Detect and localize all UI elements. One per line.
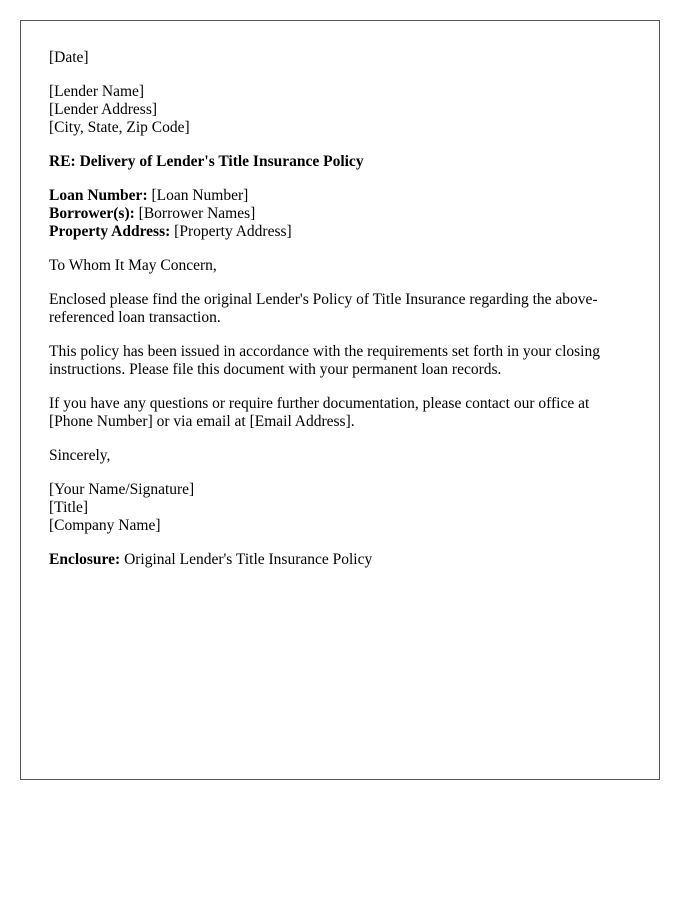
loan-number-label: Loan Number: xyxy=(49,187,148,204)
letter-date: [Date] xyxy=(49,49,89,66)
closing: Sincerely, xyxy=(49,447,111,464)
closing-block xyxy=(49,447,631,465)
signature-title: [Title] xyxy=(49,499,89,516)
signature-company: [Company Name] xyxy=(49,517,161,534)
recipient-address-block xyxy=(49,83,631,137)
signature-block xyxy=(49,481,631,535)
loan-details-block xyxy=(49,187,631,241)
borrowers-label: Borrower(s): xyxy=(49,205,135,222)
body-paragraph-3: If you have any questions or require further documentation, please contact our office at [Phone Number] or via email at [Email Address]. xyxy=(49,395,590,430)
loan-number-row xyxy=(49,187,631,205)
body-paragraph-2: This policy has been issued in accordance with the requirements set forth in your closing instructions. Please file this document with your permanent loan records. xyxy=(49,343,600,378)
borrowers-row xyxy=(49,205,631,223)
recipient-name: [Lender Name] xyxy=(49,83,145,100)
loan-number-value: [Loan Number] xyxy=(147,187,249,204)
enclosure-row xyxy=(49,551,631,569)
enclosure-value: Original Lender's Title Insurance Policy xyxy=(120,551,373,568)
property-address-label: Property Address: xyxy=(49,223,171,240)
body-paragraph-1: Enclosed please find the original Lender's Policy of Title Insurance regarding the above-referenced loan transaction. xyxy=(49,291,598,326)
salutation-block xyxy=(49,257,631,275)
subject-line: RE: Delivery of Lender's Title Insurance Policy xyxy=(49,153,364,170)
recipient-address: [Lender Address] xyxy=(49,101,158,118)
enclosure-label: Enclosure: xyxy=(49,551,121,568)
letter-date-block xyxy=(49,49,631,67)
signature-name: [Your Name/Signature] xyxy=(49,481,195,498)
property-address-row xyxy=(49,223,631,241)
letter-page xyxy=(20,20,660,780)
recipient-city-state-zip: [City, State, Zip Code] xyxy=(49,119,190,136)
subject-block xyxy=(49,153,631,171)
property-address-value: [Property Address] xyxy=(170,223,292,240)
enclosure-block xyxy=(49,551,631,569)
borrowers-value: [Borrower Names] xyxy=(134,205,256,222)
salutation: To Whom It May Concern, xyxy=(49,257,217,274)
